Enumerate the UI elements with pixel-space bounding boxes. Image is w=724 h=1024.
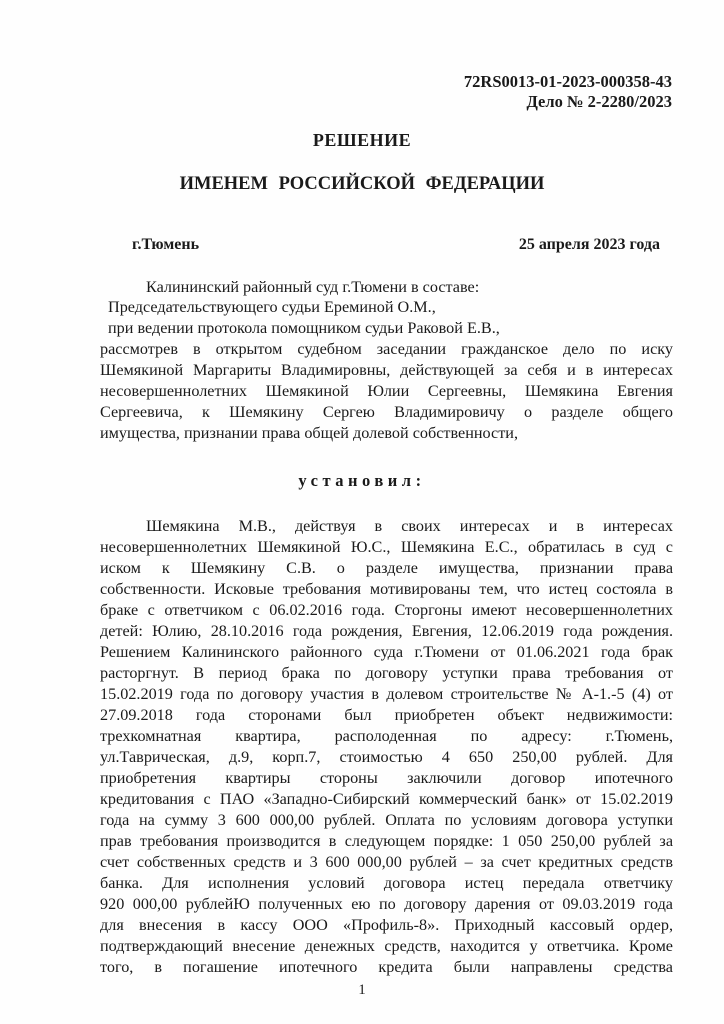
body-line: для внесения в кассу ООО «Профиль-8». Приходный кассовый ордер,	[100, 916, 673, 934]
body-line: кредитования с ПАО «Западно-Сибирский коммерческий банк» от 15.02.2019	[100, 790, 673, 808]
body-line: ул.Таврическая, д.9, корп.7, стоимостью 4 650 250,00 рублей. Для	[100, 748, 673, 766]
body-line: Шемякина М.В., действуя в своих интересах и в интересах	[146, 517, 673, 535]
intro-line: Шемякиной Маргариты Владимировны, действующей за себя и в интересах	[100, 361, 673, 379]
intro-line: при ведении протокола помощником судьи Раковой Е.В.,	[108, 319, 500, 337]
body-line: 920 000,00 рублейЮ полученных ею по договору дарения от 09.03.2019 года	[100, 895, 673, 913]
case-uid: 72RS0013-01-2023-000358-43	[463, 72, 672, 91]
body-line: прав требования производится в следующем порядке: 1 050 250,00 рублей за	[100, 832, 673, 850]
intro-line: Калининский районный суд г.Тюмени в составе:	[146, 278, 480, 296]
body-line: 15.02.2019 года по договору участия в долевом строительстве № А-1.-5 (4) от	[100, 685, 673, 703]
document-title: РЕШЕНИЕ	[312, 130, 412, 150]
decision-date: 25 апреля 2023 года	[518, 236, 660, 253]
body-line: браке с ответчиком с 06.02.2016 года. Сторгоны имеют несовершеннолетних	[100, 601, 673, 619]
body-line: расторгнут. В период брака по договору уступки права требования от	[100, 664, 673, 682]
body-line: собственности. Исковые требования мотивированы тем, что истец состояла в	[100, 580, 673, 598]
place: г.Тюмень	[132, 236, 200, 253]
intro-line: Председательствующего судьи Ереминой О.М.,	[108, 298, 436, 316]
body-line: приобретения квартиры стороны заключили договор ипотечного	[100, 769, 673, 787]
body-line: года на сумму 3 600 000,00 рублей. Оплата по условиям договора уступки	[100, 811, 673, 829]
body-line: того, в погашение ипотечного кредита были направлены средства	[100, 958, 673, 976]
body-line: Решением Калининского районного суда г.Тюмени от 01.06.2021 года брак	[100, 643, 673, 661]
body-line: несовершеннолетних Шемякиной Ю.С., Шемякина Е.С., обратилась в суд с	[100, 538, 673, 556]
section-heading: установил:	[298, 471, 426, 490]
body-line: трехкомнатная квартира, располоденная по адресу: г.Тюмень,	[100, 727, 673, 745]
intro-line: имущества, признании права общей долевой собственности,	[100, 424, 519, 442]
intro-line: Сергеевича, к Шемякину Сергею Владимировичу о разделе общего	[100, 403, 673, 421]
body-line: детей: Юлию, 28.10.2016 года рождения, Евгения, 12.06.2019 года рождения.	[100, 622, 673, 640]
body-line: 27.09.2018 года сторонами был приобретен объект недвижимости:	[100, 706, 673, 724]
case-number: Дело № 2-2280/2023	[526, 92, 672, 111]
body-line: подтверждающий внесение денежных средств, находится у ответчика. Кроме	[100, 937, 673, 955]
intro-line: рассмотрев в открытом судебном заседании гражданское дело по иску	[100, 340, 673, 358]
body-line: иском к Шемякину С.В. о разделе имущества, признании права	[100, 559, 673, 577]
document-subtitle: ИМЕНЕМ РОССИЙСКОЙ ФЕДЕРАЦИИ	[179, 174, 545, 194]
body-line: банка. Для исполнения условий договора истец передала ответчику	[100, 874, 673, 892]
intro-line: несовершеннолетних Шемякиной Юлии Сергеевны, Шемякина Евгения	[100, 382, 673, 400]
page-number: 1	[358, 982, 366, 998]
body-line: счет собственных средств и 3 600 000,00 рублей – за счет кредитных средств	[100, 853, 673, 871]
